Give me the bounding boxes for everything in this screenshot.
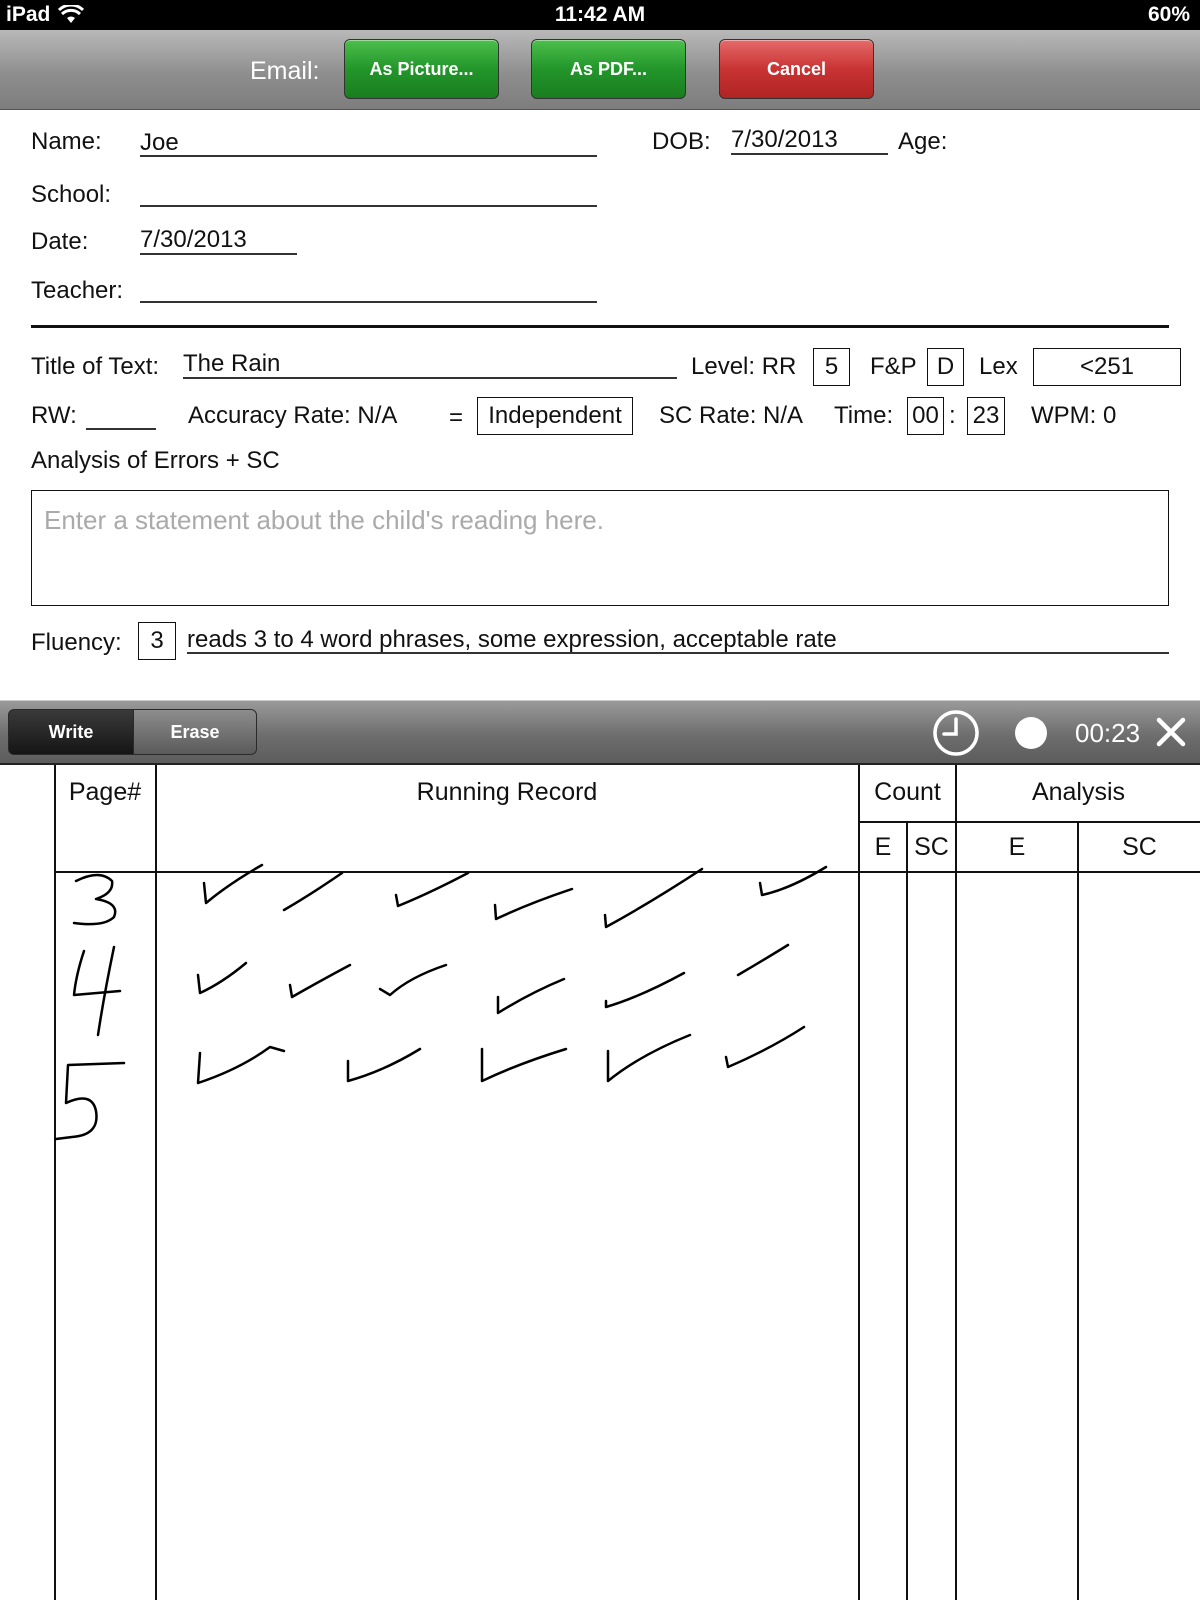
- time-colon: :: [949, 402, 956, 429]
- status-bar: [0, 0, 1200, 30]
- time-label: Time:: [834, 402, 894, 429]
- checkmark: [605, 869, 702, 927]
- equals-sign: =: [449, 404, 464, 431]
- name-value[interactable]: Joe: [140, 129, 179, 156]
- battery-level: 60%: [1147, 3, 1190, 26]
- count-header: Count: [874, 778, 941, 806]
- teacher-label: Teacher:: [31, 277, 124, 304]
- checkmark: [738, 945, 788, 975]
- sc-rate-label: SC Rate: N/A: [659, 402, 804, 429]
- handwritten-page-4: [74, 947, 120, 1035]
- analysis-sc-header: SC: [1122, 833, 1157, 861]
- school-label: School:: [31, 181, 112, 208]
- drawing-toolbar: [0, 700, 1200, 765]
- analysis-notes-field[interactable]: [31, 490, 1169, 606]
- checkmark: [606, 973, 684, 1007]
- level-rr-box[interactable]: 5: [813, 348, 850, 386]
- checkmark: [482, 1049, 566, 1081]
- checkmark: [204, 865, 262, 903]
- accuracy-rate-label: Accuracy Rate: N/A: [188, 402, 398, 429]
- clock-icon[interactable]: [932, 709, 980, 757]
- cancel-button[interactable]: Cancel: [719, 39, 874, 99]
- close-icon[interactable]: [1156, 717, 1186, 747]
- checkmark: [284, 873, 342, 910]
- checkmark: [348, 1049, 420, 1081]
- fluency-description[interactable]: reads 3 to 4 word phrases, some expression, acceptable rate: [187, 626, 837, 653]
- handwriting-canvas[interactable]: [0, 765, 1200, 1600]
- running-record-header: Running Record: [416, 778, 598, 806]
- date-label: Date:: [31, 228, 89, 255]
- email-as-pdf-button[interactable]: As PDF...: [531, 39, 686, 99]
- running-record-grid[interactable]: [0, 765, 1200, 1600]
- checkmark: [498, 979, 564, 1013]
- lex-box[interactable]: <251: [1033, 348, 1181, 386]
- checkmark: [396, 873, 468, 906]
- count-sc-header: SC: [914, 833, 949, 861]
- fp-level-box[interactable]: D: [927, 348, 964, 386]
- title-of-text-label: Title of Text:: [31, 353, 160, 380]
- school-underline: [140, 205, 597, 207]
- email-toolbar: [0, 30, 1200, 110]
- dob-value[interactable]: 7/30/2013: [731, 126, 838, 153]
- timer-display: 00:23: [1075, 718, 1141, 748]
- status-time: 11:42 AM: [554, 3, 646, 26]
- checkmark: [198, 1047, 284, 1083]
- checkmark: [198, 963, 246, 993]
- date-underline: [140, 253, 297, 255]
- count-e-header: E: [874, 833, 892, 861]
- handwritten-page-5: [56, 1063, 124, 1139]
- lex-label: Lex: [979, 353, 1018, 380]
- level-rr-label: Level: RR: [691, 353, 797, 380]
- dob-label: DOB:: [652, 128, 711, 155]
- age-label: Age:: [898, 128, 948, 155]
- title-of-text-value[interactable]: The Rain: [183, 350, 281, 377]
- date-value[interactable]: 7/30/2013: [140, 226, 247, 253]
- checkmark: [380, 965, 446, 995]
- dob-underline: [731, 153, 888, 155]
- page-number-header: Page#: [68, 778, 142, 806]
- time-seconds-box[interactable]: 23: [967, 397, 1005, 435]
- independence-level-box[interactable]: Independent: [477, 397, 633, 435]
- teacher-underline: [140, 301, 597, 303]
- wpm-label: WPM: 0: [1031, 402, 1117, 429]
- erase-mode-button[interactable]: Erase: [133, 709, 257, 755]
- checkmark: [495, 889, 572, 919]
- write-mode-button[interactable]: Write: [8, 709, 134, 755]
- analysis-e-header: E: [1008, 833, 1026, 861]
- title-underline: [183, 377, 677, 379]
- analysis-label: Analysis of Errors + SC: [31, 447, 280, 474]
- handwritten-page-3: [74, 875, 115, 924]
- checkmark: [290, 965, 350, 997]
- name-label: Name:: [31, 128, 102, 155]
- analysis-header: Analysis: [1031, 778, 1126, 806]
- record-icon[interactable]: [1015, 717, 1047, 749]
- email-label: Email:: [250, 57, 320, 85]
- checkmark: [726, 1027, 804, 1067]
- analysis-placeholder: Enter a statement about the child's reading here.: [44, 505, 604, 535]
- name-underline: [140, 155, 597, 157]
- fp-label: F&P: [870, 353, 917, 380]
- fluency-underline: [187, 652, 1169, 654]
- carrier-label: iPad: [6, 3, 51, 26]
- checkmark: [608, 1035, 690, 1081]
- section-divider: [31, 325, 1169, 328]
- fluency-score-box[interactable]: 3: [138, 622, 176, 660]
- time-minutes-box[interactable]: 00: [907, 397, 944, 435]
- email-as-picture-button[interactable]: As Picture...: [344, 39, 499, 99]
- rw-underline: [86, 428, 156, 430]
- fluency-label: Fluency:: [31, 629, 122, 656]
- checkmark: [760, 867, 826, 895]
- rw-label: RW:: [31, 402, 77, 429]
